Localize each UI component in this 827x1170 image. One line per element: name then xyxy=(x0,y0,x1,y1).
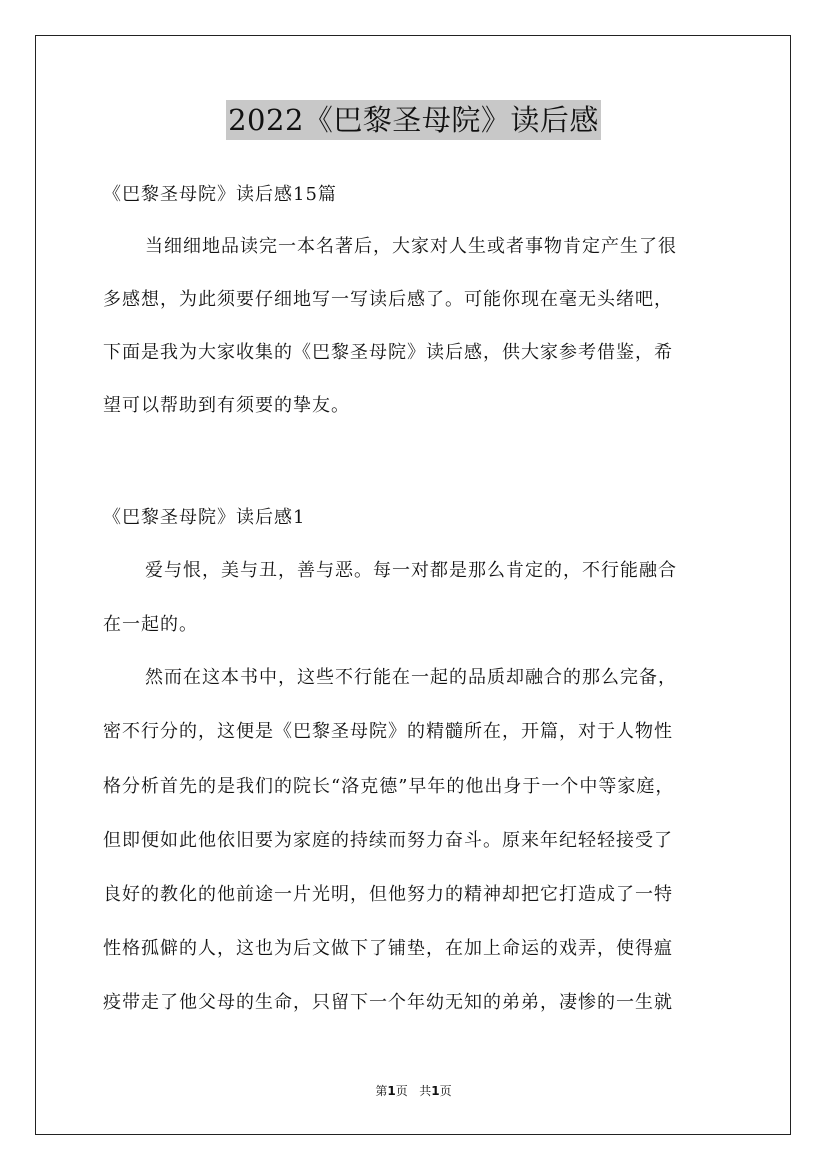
paragraph-line: 爱与恨，美与丑，善与恶。每一对都是那么肯定的，不行能融合 xyxy=(145,560,677,581)
paragraph-line: 然而在这本书中，这些不行能在一起的品质却融合的那么完备， xyxy=(145,667,677,688)
intro-line: 下面是我为大家收集的《巴黎圣母院》读后感，供大家参考借鉴，希 xyxy=(103,342,673,363)
section-heading: 《巴黎圣母院》读后感1 xyxy=(103,507,306,528)
title-container xyxy=(0,100,827,140)
paragraph-line: 疫带走了他父母的生命，只留下一个年幼无知的弟弟，凄惨的一生就 xyxy=(103,992,673,1013)
page-footer xyxy=(0,1083,827,1099)
total-pages: 1 xyxy=(431,1084,440,1098)
paragraph-line: 密不行分的，这便是《巴黎圣母院》的精髓所在，开篇，对于人物性 xyxy=(103,721,673,742)
intro-line: 当细细地品读完一本名著后，大家对人生或者事物肯定产生了很 xyxy=(145,236,677,257)
total-suffix: 页 xyxy=(439,1084,452,1098)
subtitle: 《巴黎圣母院》读后感15篇 xyxy=(103,184,337,205)
intro-line: 望可以帮助到有须要的挚友。 xyxy=(103,395,350,416)
paragraph-line: 格分析首先的是我们的院长“洛克德”早年的他出身于一个中等家庭， xyxy=(103,776,675,797)
page-prefix: 第 xyxy=(375,1084,388,1098)
intro-line: 多感想，为此须要仔细地写一写读后感了。可能你现在毫无头绪吧， xyxy=(103,289,673,310)
paragraph-line: 良好的教化的他前途一片光明，但他努力的精神却把它打造成了一特 xyxy=(103,884,673,905)
paragraph-line: 但即便如此他依旧要为家庭的持续而努力奋斗。原来年纪轻轻接受了 xyxy=(103,830,673,851)
total-prefix: 共 xyxy=(419,1084,432,1098)
page-number: 1 xyxy=(387,1084,396,1098)
page-suffix: 页 xyxy=(395,1084,408,1098)
paragraph-line: 在一起的。 xyxy=(103,614,198,635)
document-title: 2022《巴黎圣母院》读后感 xyxy=(226,100,601,140)
paragraph-line: 性格孤僻的人，这也为后文做下了铺垫，在加上命运的戏弄，使得瘟 xyxy=(103,938,673,959)
